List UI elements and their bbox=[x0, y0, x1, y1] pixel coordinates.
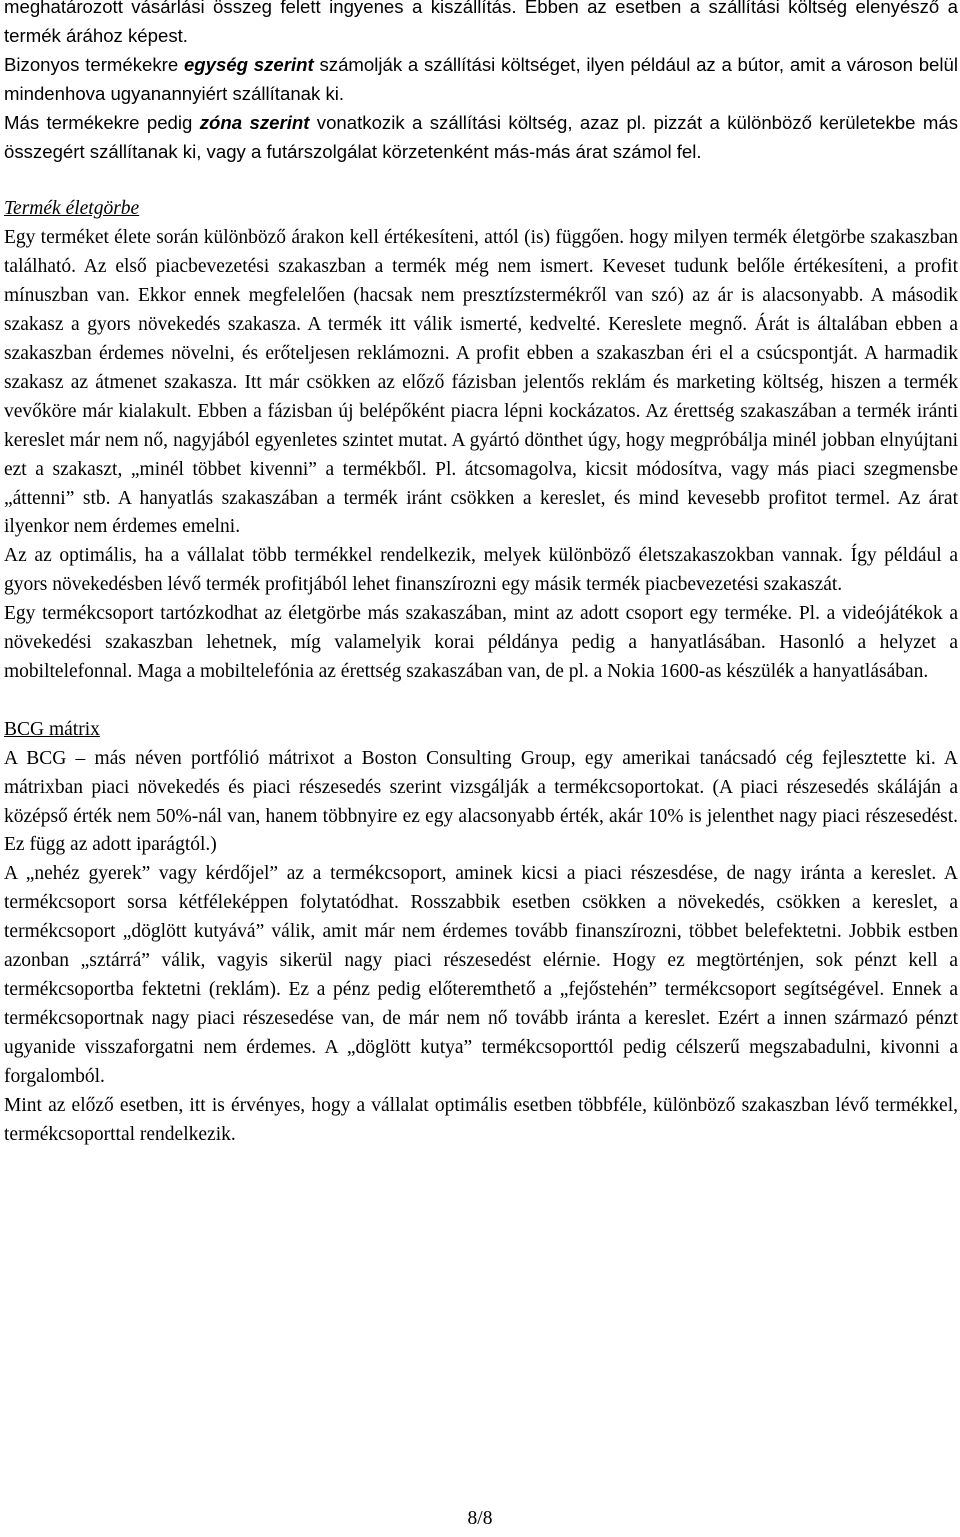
text-segment: számolják a szállítási költséget, ilyen például az a bútor, amit a városon belül mindenhova ugyanannyiért szállítanak ki. bbox=[4, 53, 958, 104]
emphasis-unit-based: egység szerint bbox=[183, 53, 314, 75]
page-number: 8/8 bbox=[467, 1508, 493, 1529]
paragraph-lifecycle-optimal: Az az optimális, ha a vállalat több termékkel rendelkezik, melyek különböző életszakaszokban vannak. Így például a gyors növekedésben lévő termék profitjából lehet finanszírozni egy másik termék piacbevezetési szakaszát. bbox=[4, 545, 958, 596]
paragraph-unit-pricing bbox=[4, 51, 958, 109]
heading-product-lifecycle: Termék életgörbe bbox=[4, 198, 140, 220]
text-segment: vonatkozik a szállítási költség, azaz pl. pizzát a különböző kerületekbe más összegért szállítanak ki, vagy a futárszolgálat körzetenként más-más árat számol fel. bbox=[4, 111, 958, 162]
emphasis-zone-based: zóna szerint bbox=[199, 111, 310, 133]
heading-bcg-matrix: BCG mátrix bbox=[4, 718, 100, 740]
section-gap bbox=[4, 687, 958, 716]
paragraph-lifecycle-groups: Egy termékcsoport tartózkodhat az életgörbe más szakaszában, mint az adott csoport egy terméke. Pl. a videójátékok a növekedési szakaszban lehetnek, míg valamelyik korai példánya pedig a hanyatlásában. Hasonló a helyzet a mobiltelefonnal. Maga a mobiltelefónia az érettség szakaszában van, de pl. a Nokia 1600-as készülék a hanyatlásában. bbox=[4, 603, 958, 682]
paragraph-zone-pricing bbox=[4, 109, 958, 167]
text-segment: Bizonyos termékekre bbox=[4, 53, 184, 75]
paragraph-bcg-categories: A „nehéz gyerek” vagy kérdőjel” az a termékcsoport, aminek kicsi a piaci részesdése, de nagy iránta a kereslet. A termékcsoport sorsa kétféleképpen folytatódhat. Rosszabbik esetben csökken a növekedés, csökken a kereslet, a termékcsoport „döglött kutyává” válik, amit már nem érdemes tovább finanszírozni, többet belefektetni. Jobbik estben azonban „sztárrá” válik, vagyis sikerül nagy piaci részesedést elérnie. Hogy ez megtörténjen, sok pénzt kell a termékcsoportba fektetni (reklám). Ez a pénz pedig előteremthető a „fejőstehén” termékcsoport segítségével. Ennek a termékcsoportnak nagy piaci részesedése van, de már nem nő tovább iránta a kereslet. Ezért a innen származó pénzt ugyanide visszaforgatni nem érdemes. A „döglött kutya” termékcsoporttól pedig célszerű megszabadulni, kivonni a forgalomból. bbox=[4, 863, 958, 1087]
paragraph-bcg-conclusion: Mint az előző esetben, itt is érvényes, hogy a vállalat optimális esetben többféle, különböző szakaszban lévő termékkel, termékcsoporttal rendelkezik. bbox=[4, 1094, 958, 1145]
paragraph-lifecycle-stages: Egy terméket élete során különböző árakon kell értékesíteni, attól (is) függően. hogy milyen termék életgörbe szakaszban található. Az első piacbevezetési szakaszban a termék még nem ismert. Keveset tudunk belőle értékesíteni, a profit mínuszban van. Ekkor ennek megfelelően (hacsak nem presztízstermékről van szó) az ár is alacsonyabb. A második szakasz a gyors növekedés szakasza. A termék itt válik ismerté, kedvelté. Kereslete megnő. Árát is általában ebben a szakaszban érdemes növelni, és erőteljesen reklámozni. A profit ebben a szakaszban éri el a csúcspontját. A harmadik szakasz az átmenet szakasza. Itt már csökken az előző fázisban jelentős reklám és marketing költség, hiszen a termék vevőköre már kialakult. Ebben a fázisban új belépőként piacra lépni kockázatos. Az érettség szakaszában a termék iránti kereslet már nem nő, nagyjából egyenletes szintet mutat. A gyártó dönthet úgy, hogy megpróbálja minél jobban elnyújtani ezt a szakaszt, „minél többet kivenni” a termékből. Pl. átcsomagolva, kicsit módosítva, vagy más piaci szegmensbe „áttenni” stb. A hanyatlás szakaszában a termék iránt csökken a kereslet, és mind kevesebb profitot termel. Az árat ilyenkor nem érdemes emelni. bbox=[4, 227, 958, 538]
text-segment: Más termékekre pedig bbox=[4, 111, 200, 133]
section-gap bbox=[4, 166, 958, 195]
page-content bbox=[4, 0, 958, 1149]
paragraph-bcg-intro: A BCG – más néven portfólió mátrixot a Boston Consulting Group, egy amerikai tanácsadó cég fejlesztette ki. A mátrixban piaci növekedés és piaci részesedés szerint vizsgálják a termékcsoportokat. (A piaci részesedés skáláján a középső érték nem 50%-nál van, hanem többnyire ez egy alacsonyabb érték, akár 10% is jelenthet nagy piaci részesedést. Ez függ az adott iparágtól.) bbox=[4, 747, 958, 856]
paragraph-free-delivery: meghatározott vásárlási összeg felett ingyenes a kiszállítás. Ebben az esetben a szállítási költség elenyésző a termék árához képest. bbox=[4, 0, 958, 46]
